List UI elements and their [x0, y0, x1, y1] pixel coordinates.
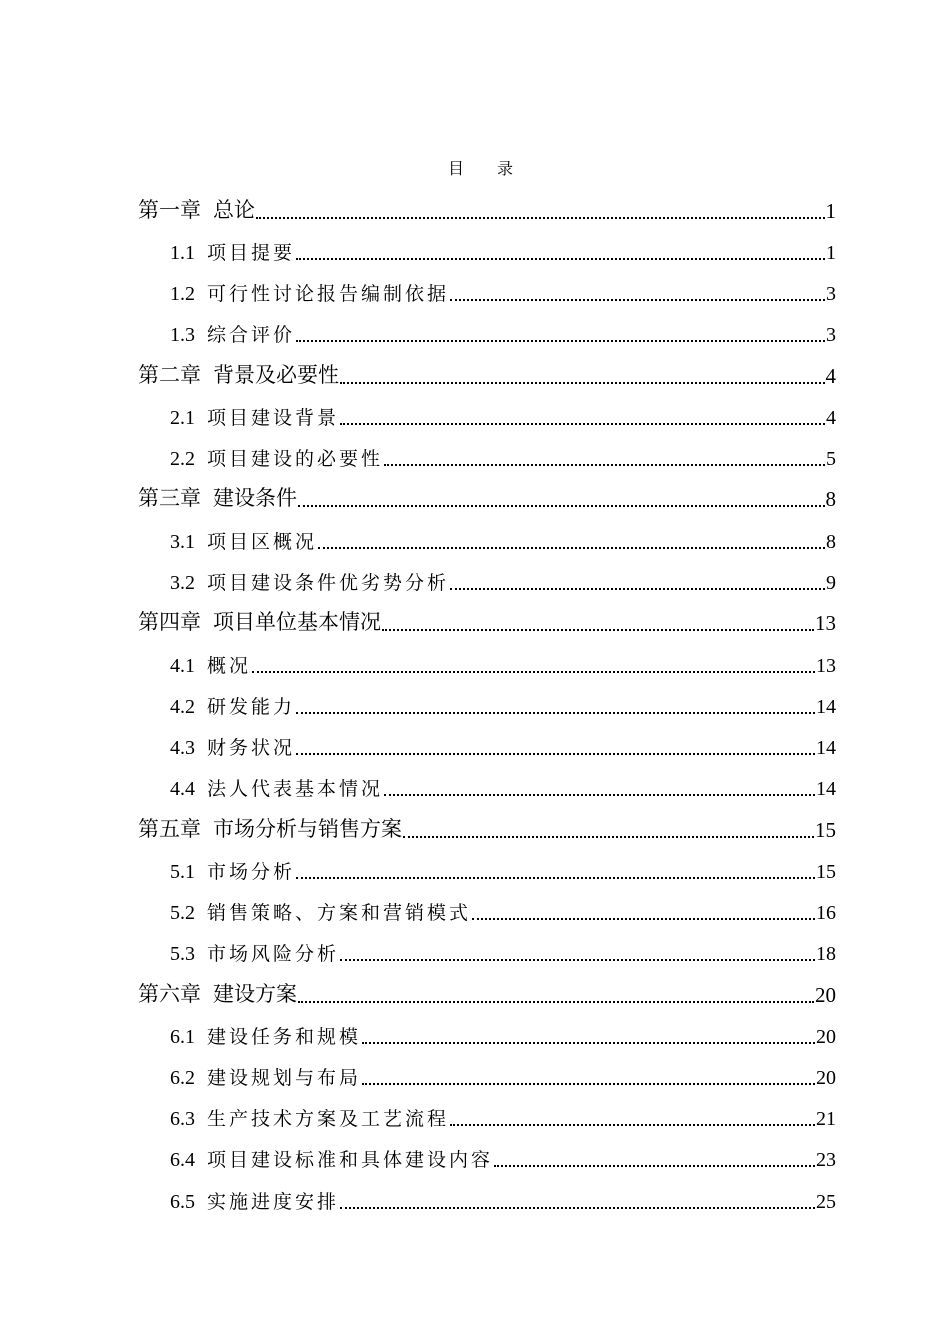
toc-dot-leader — [494, 1165, 815, 1167]
toc-entry-label: 可行性讨论报告编制依据 — [207, 282, 450, 305]
toc-section-entry[interactable] — [138, 843, 836, 884]
toc-page-number: 14 — [816, 695, 836, 718]
toc-entry-number: 4.2 — [170, 695, 195, 718]
toc-entry-label: 项目建设的必要性 — [207, 447, 384, 470]
toc-page-number: 18 — [816, 943, 836, 966]
toc-entry-number: 第四章 — [138, 610, 201, 635]
toc-dot-leader — [252, 671, 815, 673]
toc-section-entry[interactable] — [138, 636, 836, 677]
toc-page-number: 14 — [816, 736, 836, 759]
toc-entry-label: 背景及必要性 — [213, 362, 339, 387]
toc-page-number: 3 — [826, 282, 836, 305]
toc-dot-leader — [298, 505, 825, 507]
toc-dot-leader — [298, 1001, 814, 1003]
toc-chapter-entry[interactable] — [138, 471, 836, 513]
toc-entry-number: 第一章 — [138, 197, 201, 222]
toc-dot-leader — [340, 1207, 815, 1209]
toc-entry-label: 项目建设条件优劣势分析 — [207, 571, 450, 594]
toc-entry-label: 市场分析 — [207, 860, 296, 883]
toc-entry-number: 1.3 — [170, 324, 195, 347]
toc-section-entry[interactable] — [138, 1131, 836, 1172]
toc-dot-leader — [450, 588, 825, 590]
toc-page-number: 4 — [826, 406, 836, 429]
toc-entry-number: 6.4 — [170, 1149, 195, 1172]
toc-entry-number: 4.3 — [170, 736, 195, 759]
toc-section-entry[interactable] — [138, 1049, 836, 1090]
toc-dot-leader — [362, 1042, 815, 1044]
toc-entry-number: 第六章 — [138, 981, 201, 1006]
toc-chapter-entry[interactable] — [138, 801, 836, 843]
toc-entry-number: 5.2 — [170, 901, 195, 924]
toc-entry-number: 第五章 — [138, 816, 201, 841]
toc-page-number: 1 — [826, 241, 836, 264]
toc-dot-leader — [403, 836, 814, 838]
toc-section-entry[interactable] — [138, 306, 836, 347]
toc-entry-number: 4.1 — [170, 654, 195, 677]
toc-entry-label: 销售策略、方案和营销模式 — [207, 901, 472, 924]
toc-entry-number: 6.3 — [170, 1108, 195, 1131]
toc-page-number: 16 — [816, 901, 836, 924]
toc-section-entry[interactable] — [138, 512, 836, 553]
toc-chapter-entry[interactable] — [138, 347, 836, 389]
toc-entry-label: 建设条件 — [213, 486, 297, 511]
toc-entry-label: 总论 — [213, 197, 255, 222]
toc-dot-leader — [296, 258, 825, 260]
toc-page-number: 20 — [815, 982, 836, 1007]
toc-dot-leader — [256, 217, 825, 219]
toc-section-entry[interactable] — [138, 554, 836, 595]
toc-entry-number: 6.5 — [170, 1190, 195, 1213]
toc-page-number: 25 — [816, 1190, 836, 1213]
toc-entry-label: 建设方案 — [213, 981, 297, 1006]
toc-dot-leader — [296, 753, 815, 755]
toc-dot-leader — [340, 959, 815, 961]
toc-title: 目 录 — [447, 159, 528, 178]
toc-page-number: 15 — [816, 860, 836, 883]
toc-page-number: 8 — [825, 487, 836, 512]
toc-entry-number: 3.1 — [170, 530, 195, 553]
toc-entry-label: 实施进度安排 — [207, 1190, 340, 1213]
toc-section-entry[interactable] — [138, 1172, 836, 1213]
toc-entry-label: 项目建设背景 — [207, 406, 340, 429]
toc-entry-number: 2.1 — [170, 406, 195, 429]
table-of-contents — [138, 182, 836, 1214]
toc-page-number: 20 — [816, 1067, 836, 1089]
toc-dot-leader — [450, 1124, 815, 1126]
toc-entry-label: 项目提要 — [207, 241, 296, 264]
toc-dot-leader — [450, 299, 825, 301]
toc-section-entry[interactable] — [138, 760, 836, 801]
toc-section-entry[interactable] — [138, 1090, 836, 1131]
toc-section-entry[interactable] — [138, 678, 836, 719]
toc-dot-leader — [340, 382, 825, 384]
toc-entry-number: 5.3 — [170, 943, 195, 966]
toc-entry-label: 项目建设标准和具体建设内容 — [207, 1149, 494, 1172]
toc-entry-label: 综合评价 — [207, 324, 296, 347]
toc-entry-label: 市场分析与销售方案 — [213, 816, 402, 841]
toc-dot-leader — [384, 464, 825, 466]
toc-entry-label: 项目区概况 — [207, 530, 318, 553]
toc-dot-leader — [340, 423, 825, 425]
toc-entry-label: 财务状况 — [207, 736, 296, 759]
toc-chapter-entry[interactable] — [138, 595, 836, 637]
toc-entry-label: 市场风险分析 — [207, 943, 340, 966]
toc-section-entry[interactable] — [138, 719, 836, 760]
toc-page-number: 15 — [815, 817, 836, 842]
toc-section-entry[interactable] — [138, 925, 836, 966]
toc-chapter-entry[interactable] — [138, 966, 836, 1008]
toc-page-number: 14 — [816, 778, 836, 801]
toc-dot-leader — [384, 794, 815, 796]
toc-entry-number: 1.2 — [170, 282, 195, 305]
toc-entry-label: 建设规划与布局 — [207, 1067, 362, 1089]
toc-dot-leader — [318, 547, 825, 549]
toc-entry-label: 研发能力 — [207, 695, 296, 718]
toc-chapter-entry[interactable] — [138, 182, 836, 224]
toc-page-number: 3 — [826, 324, 836, 347]
toc-entry-number: 2.2 — [170, 447, 195, 470]
toc-entry-number: 3.2 — [170, 571, 195, 594]
toc-page-number: 5 — [826, 447, 836, 470]
toc-section-entry[interactable] — [138, 265, 836, 306]
toc-page-number: 4 — [825, 363, 836, 388]
toc-entry-number: 1.1 — [170, 241, 195, 264]
toc-page-number: 8 — [826, 530, 836, 553]
toc-page-number: 1 — [825, 198, 836, 223]
toc-page-number: 9 — [826, 571, 836, 594]
toc-entry-label: 建设任务和规模 — [207, 1025, 362, 1048]
toc-section-entry[interactable] — [138, 430, 836, 471]
toc-dot-leader — [362, 1083, 815, 1085]
toc-entry-label: 法人代表基本情况 — [207, 778, 384, 801]
toc-page-number: 21 — [816, 1108, 836, 1131]
toc-entry-number: 6.1 — [170, 1025, 195, 1048]
toc-entry-label: 项目单位基本情况 — [213, 610, 381, 635]
toc-section-entry[interactable] — [138, 224, 836, 265]
toc-section-entry[interactable] — [138, 884, 836, 925]
toc-entry-label: 概况 — [207, 654, 252, 677]
toc-entry-number: 4.4 — [170, 778, 195, 801]
toc-entry-number: 6.2 — [170, 1067, 195, 1089]
toc-dot-leader — [472, 918, 815, 920]
toc-page-number: 13 — [816, 654, 836, 677]
toc-entry-number: 第三章 — [138, 486, 201, 511]
toc-section-entry[interactable] — [138, 389, 836, 430]
toc-dot-leader — [296, 877, 815, 879]
toc-section-entry[interactable] — [138, 1008, 836, 1049]
toc-page-number: 23 — [816, 1149, 836, 1172]
toc-entry-number: 5.1 — [170, 860, 195, 883]
toc-entry-label: 生产技术方案及工艺流程 — [207, 1108, 450, 1131]
toc-page-number: 13 — [815, 611, 836, 636]
toc-entry-number: 第二章 — [138, 362, 201, 387]
toc-page-number: 20 — [816, 1025, 836, 1048]
toc-dot-leader — [296, 712, 815, 714]
toc-dot-leader — [296, 340, 825, 342]
toc-dot-leader — [382, 629, 814, 631]
